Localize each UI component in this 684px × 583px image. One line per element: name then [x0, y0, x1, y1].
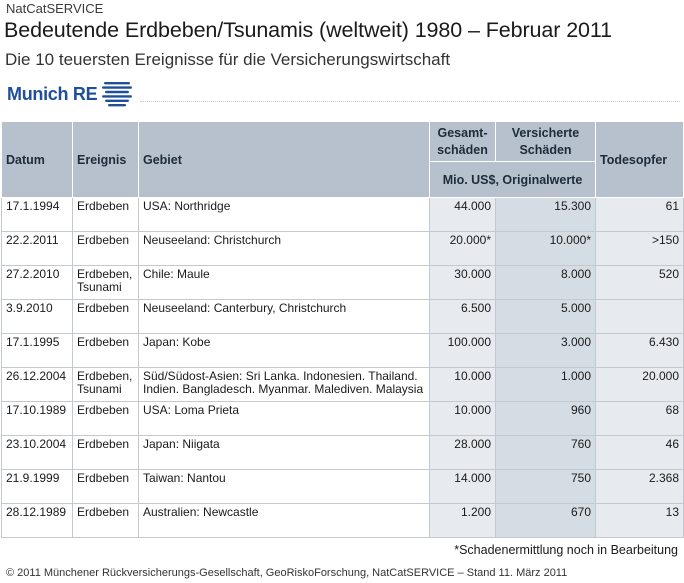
cell-gesamtschaeden: 28.000	[430, 436, 496, 470]
cell-todesopfer: 13	[596, 504, 684, 538]
cell-versicherte-schaeden: 960	[496, 402, 596, 436]
cell-gebiet: Japan: Kobe	[139, 334, 430, 368]
col-header-gebiet: Gebiet	[139, 122, 430, 198]
cell-todesopfer: 2.368	[596, 470, 684, 504]
cell-datum: 3.9.2010	[2, 300, 73, 334]
col-header-versichert: Versicherte Schäden	[496, 122, 596, 162]
logo-text: Munich RE	[7, 83, 98, 104]
events-table	[1, 121, 684, 538]
cell-ereignis: Erdbeben	[73, 402, 139, 436]
cell-versicherte-schaeden: 760	[496, 436, 596, 470]
cell-todesopfer: 68	[596, 402, 684, 436]
table-row	[2, 436, 684, 470]
cell-datum: 17.10.1989	[2, 402, 73, 436]
cell-ereignis: Erdbeben	[73, 300, 139, 334]
cell-gesamtschaeden: 30.000	[430, 266, 496, 300]
brand-label: NatCatSERVICE	[6, 1, 104, 16]
cell-ereignis: Erdbeben	[73, 232, 139, 266]
col-header-unit: Mio. US$, Originalwerte	[430, 162, 596, 198]
cell-ereignis: Erdbeben	[73, 470, 139, 504]
cell-datum: 27.2.2010	[2, 266, 73, 300]
cell-todesopfer: 20.000	[596, 368, 684, 402]
table-row	[2, 334, 684, 368]
table-row	[2, 402, 684, 436]
cell-todesopfer: >150	[596, 232, 684, 266]
cell-datum: 17.1.1995	[2, 334, 73, 368]
cell-versicherte-schaeden: 670	[496, 504, 596, 538]
cell-versicherte-schaeden: 5.000	[496, 300, 596, 334]
cell-ereignis: Erdbeben	[73, 334, 139, 368]
col-header-datum: Datum	[2, 122, 73, 198]
cell-versicherte-schaeden: 750	[496, 470, 596, 504]
cell-gebiet: Australien: Newcastle	[139, 504, 430, 538]
table-row	[2, 266, 684, 300]
table-row	[2, 232, 684, 266]
table-row	[2, 198, 684, 232]
table-body	[2, 198, 684, 538]
cell-versicherte-schaeden: 8.000	[496, 266, 596, 300]
cell-ereignis: Erdbeben, Tsunami	[73, 266, 139, 300]
cell-gebiet: USA: Northridge	[139, 198, 430, 232]
cell-datum: 28.12.1989	[2, 504, 73, 538]
col-header-gesamt: Gesamt-schäden	[430, 122, 496, 162]
page-subtitle: Die 10 teuersten Ereignisse für die Versicherungswirtschaft	[5, 50, 451, 69]
cell-datum: 23.10.2004	[2, 436, 73, 470]
cell-versicherte-schaeden: 10.000*	[496, 232, 596, 266]
cell-gesamtschaeden: 100.000	[430, 334, 496, 368]
table-row	[2, 470, 684, 504]
cell-gesamtschaeden: 10.000	[430, 402, 496, 436]
cell-gesamtschaeden: 14.000	[430, 470, 496, 504]
cell-gebiet: Neuseeland: Canterbury, Christchurch	[139, 300, 430, 334]
table-row	[2, 300, 684, 334]
cell-gesamtschaeden: 20.000*	[430, 232, 496, 266]
col-header-todesopfer: Todesopfer	[596, 122, 684, 198]
cell-gebiet: Chile: Maule	[139, 266, 430, 300]
cell-todesopfer: 61	[596, 198, 684, 232]
cell-datum: 17.1.1994	[2, 198, 73, 232]
cell-gebiet: USA: Loma Prieta	[139, 402, 430, 436]
cell-versicherte-schaeden: 3.000	[496, 334, 596, 368]
cell-datum: 22.2.2011	[2, 232, 73, 266]
cell-gesamtschaeden: 10.000	[430, 368, 496, 402]
footnote: *Schadenermittlung noch in Bearbeitung	[454, 543, 678, 557]
cell-versicherte-schaeden: 1.000	[496, 368, 596, 402]
page-title: Bedeutende Erdbeben/Tsunamis (weltweit) 1980 – Februar 2011	[4, 18, 613, 42]
col-header-ereignis: Ereignis	[73, 122, 139, 198]
cell-gebiet: Süd/Südost-Asien: Sri Lanka. Indonesien. Thailand. Indien. Bangladesch. Myanmar. Malediven. Malaysia	[139, 368, 430, 402]
cell-todesopfer: 46	[596, 436, 684, 470]
cell-todesopfer: 6.430	[596, 334, 684, 368]
cell-ereignis: Erdbeben	[73, 198, 139, 232]
header-divider	[140, 101, 680, 102]
cell-ereignis: Erdbeben, Tsunami	[73, 368, 139, 402]
cell-gebiet: Japan: Niigata	[139, 436, 430, 470]
munich-re-logo	[7, 80, 132, 108]
munich-re-logo-icon	[102, 81, 132, 107]
cell-ereignis: Erdbeben	[73, 436, 139, 470]
table-row	[2, 504, 684, 538]
cell-gesamtschaeden: 44.000	[430, 198, 496, 232]
cell-gebiet: Neuseeland: Christchurch	[139, 232, 430, 266]
cell-todesopfer	[596, 300, 684, 334]
cell-gesamtschaeden: 1.200	[430, 504, 496, 538]
table-row	[2, 368, 684, 402]
cell-todesopfer: 520	[596, 266, 684, 300]
copyright-footer: © 2011 Münchener Rückversicherungs-Gesellschaft, GeoRiskoForschung, NatCatSERVICE – Stand 11. März 2011	[6, 567, 568, 579]
cell-datum: 21.9.1999	[2, 470, 73, 504]
cell-datum: 26.12.2004	[2, 368, 73, 402]
cell-ereignis: Erdbeben	[73, 504, 139, 538]
cell-gebiet: Taiwan: Nantou	[139, 470, 430, 504]
cell-versicherte-schaeden: 15.300	[496, 198, 596, 232]
cell-gesamtschaeden: 6.500	[430, 300, 496, 334]
